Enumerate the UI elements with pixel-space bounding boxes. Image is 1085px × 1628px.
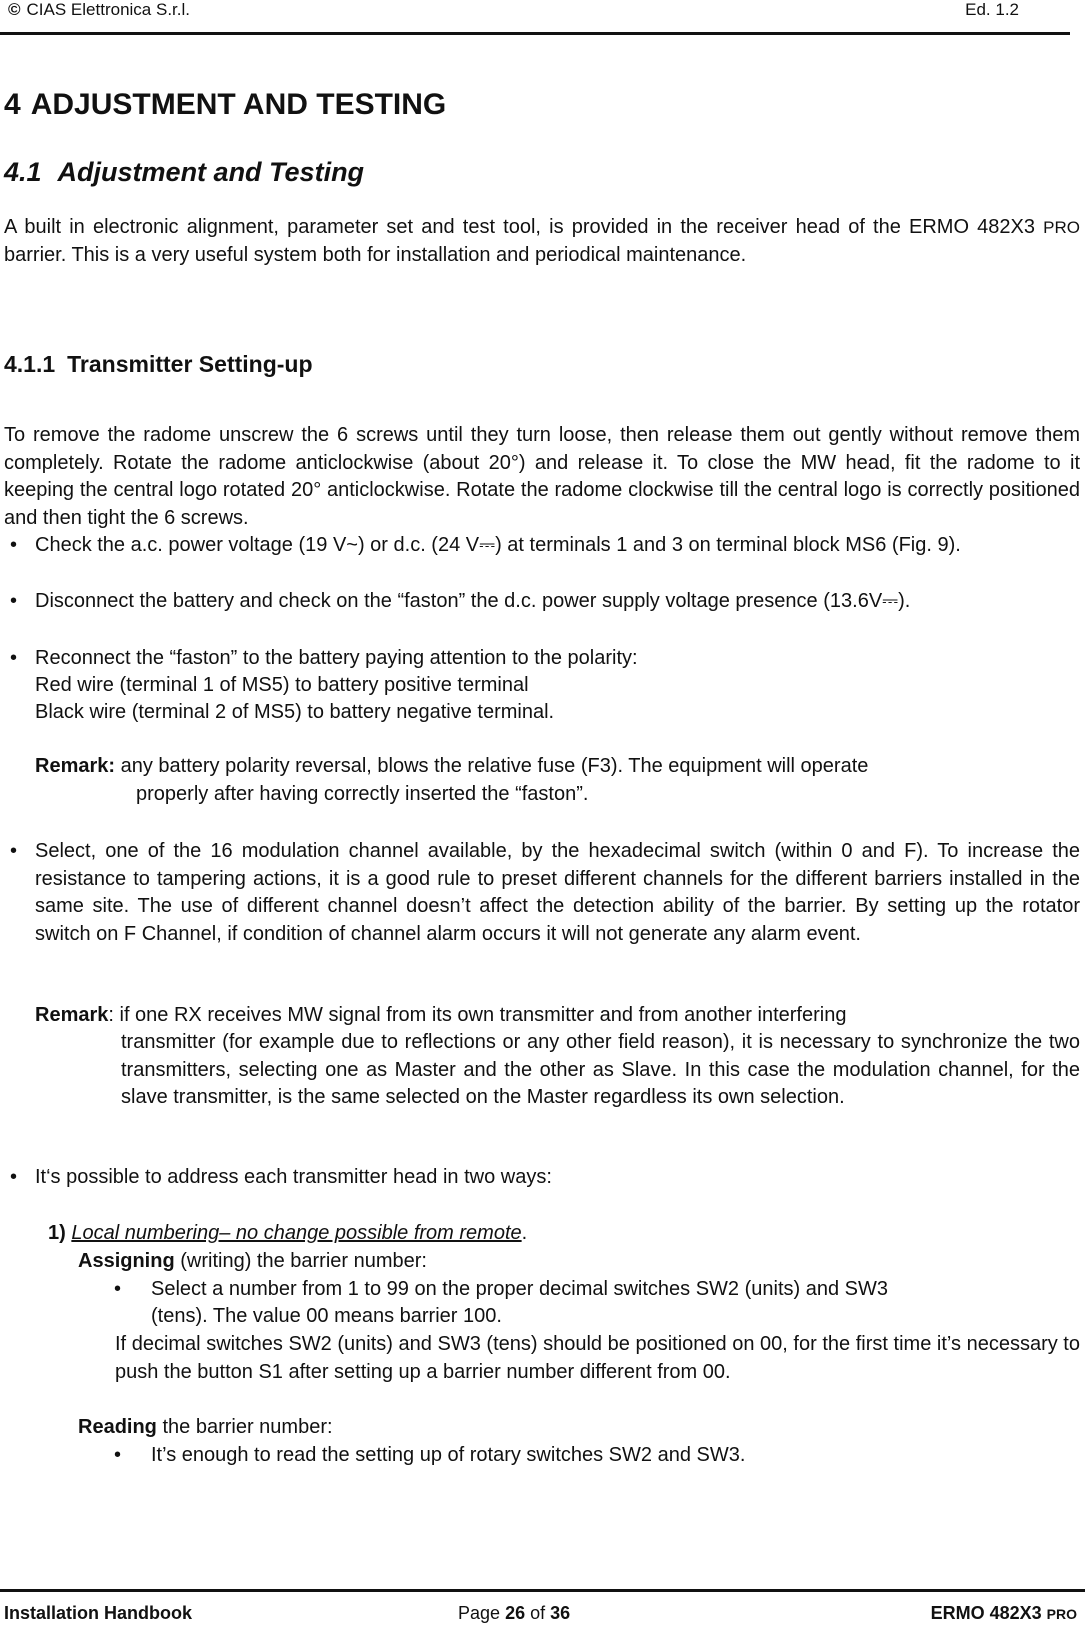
- radome-paragraph: To remove the radome unscrew the 6 screws until they turn loose, then release them out gently without remove them completely. Rotate the radome anticlockwise (about 20°) and release it. To close the MW head, fit the radome to it keeping the central logo rotated 20° anticlockwise. Rotate the radome clockwise till the central logo is correctly positioned and then tight the 6 screws.: [4, 424, 1080, 529]
- bullet-icon: •: [114, 1444, 122, 1466]
- bullet-address-ways: It‘s possible to address each transmitter head in two ways:: [35, 1166, 552, 1188]
- assign-bullet-line2: (tens). The value 00 means barrier 100.: [151, 1305, 502, 1327]
- page-header-left: [8, 0, 190, 20]
- assigning-line: Assigning (writing) the barrier number:: [78, 1250, 427, 1272]
- section-number: 4: [4, 88, 21, 121]
- remark-sync-cont: transmitter (for example due to reflections or any other field reason), it is necessary to synchronize the two transmitters, selecting one as Master and the other as Slave. In this case the modulation channel, for the slave transmitter, is the same selected on the Master regardless its own selection.: [121, 1031, 1080, 1108]
- section-title: ADJUSTMENT AND TESTING: [30, 88, 447, 121]
- bullet-icon: •: [10, 840, 18, 862]
- remark-polarity: Remark: any battery polarity reversal, blows the relative fuse (F3). The equipment will operate: [35, 755, 869, 777]
- subsection-title: Adjustment and Testing: [57, 157, 365, 187]
- bullet-disconnect-battery: Disconnect the battery and check on the “faston” the d.c. power supply voltage presence (13.6V⎓).: [35, 590, 911, 612]
- subsection-heading: [4, 157, 364, 188]
- reading-line: Reading the barrier number:: [78, 1416, 333, 1438]
- remark-label: Remark: [35, 1004, 109, 1026]
- section-heading: [4, 88, 446, 122]
- bullet-icon: •: [10, 534, 18, 556]
- total-pages: 36: [550, 1603, 571, 1623]
- footer-divider: [0, 1589, 1085, 1592]
- bullet-icon: •: [114, 1278, 122, 1300]
- page-number: Page 26 of 36: [458, 1603, 571, 1623]
- bullet-icon: •: [10, 590, 18, 612]
- bullet-icon: •: [10, 647, 18, 669]
- subsubsection-number: 4.1.1: [4, 351, 56, 377]
- subsubsection-heading: [4, 351, 313, 378]
- assign-bullet-line1: Select a number from 1 to 99 on the proper decimal switches SW2 (units) and SW3: [151, 1278, 889, 1300]
- remark-sync: Remark: if one RX receives MW signal from its own transmitter and from another interfering: [35, 1004, 847, 1026]
- header-divider: [0, 32, 1070, 35]
- bullet-icon: •: [10, 1166, 18, 1188]
- footer-handbook-title: Installation Handbook: [4, 1603, 193, 1623]
- assign-note-paragraph: If decimal switches SW2 (units) and SW3 (tens) should be positioned on 00, for the first time it’s necessary to push the button S1 after setting up a barrier number different from 00.: [115, 1333, 1080, 1383]
- numbered-item-local: 1) Local numbering– no change possible from remote.: [48, 1222, 528, 1244]
- subsection-number: 4.1: [4, 157, 42, 187]
- remark-polarity-cont: properly after having correctly inserted the “faston”.: [136, 783, 589, 805]
- bullet-power-voltage: Check the a.c. power voltage (19 V~) or d.c. (24 V⎓) at terminals 1 and 3 on terminal block MS6 (Fig. 9).: [35, 534, 961, 556]
- red-wire-line: Red wire (terminal 1 of MS5) to battery positive terminal: [35, 674, 529, 696]
- company-name: CIAS Elettronica S.r.l.: [26, 0, 190, 19]
- intro-paragraph: A built in electronic alignment, parameter set and test tool, is provided in the receiver head of the ERMO 482X3 PRO barrier. This is a very useful system both for installation and periodical maintenance.: [4, 216, 1080, 266]
- current-page: 26: [505, 1603, 526, 1623]
- bullet-reconnect-faston: Reconnect the “faston” to the battery paying attention to the polarity:: [35, 647, 638, 669]
- black-wire-line: Black wire (terminal 2 of MS5) to battery negative terminal.: [35, 701, 555, 723]
- remark-label: Remark:: [35, 755, 116, 777]
- pro-suffix: PRO: [1043, 218, 1080, 237]
- local-numbering-title: Local numbering– no change possible from remote: [71, 1222, 522, 1244]
- subsubsection-title: Transmitter Setting-up: [67, 351, 313, 377]
- reading-bullet: It’s enough to read the setting up of rotary switches SW2 and SW3.: [151, 1444, 746, 1466]
- bullet-modulation-channel: Select, one of the 16 modulation channel available, by the hexadecimal switch (within 0 and F). To increase the resistance to tampering actions, it is a good rule to preset different channels for the different barriers installed in the same site. The use of different channel doesn’t affect the detection ability of the barrier. By setting up the rotator switch on F Channel, if condition of channel alarm occurs it will not generate any alarm event.: [35, 840, 1080, 945]
- edition-label: Ed. 1.2: [965, 0, 1019, 19]
- footer-product: ERMO 482X3 PRO: [930, 1603, 1077, 1623]
- item-number: 1): [48, 1222, 66, 1244]
- copyright-icon: ©: [8, 0, 21, 19]
